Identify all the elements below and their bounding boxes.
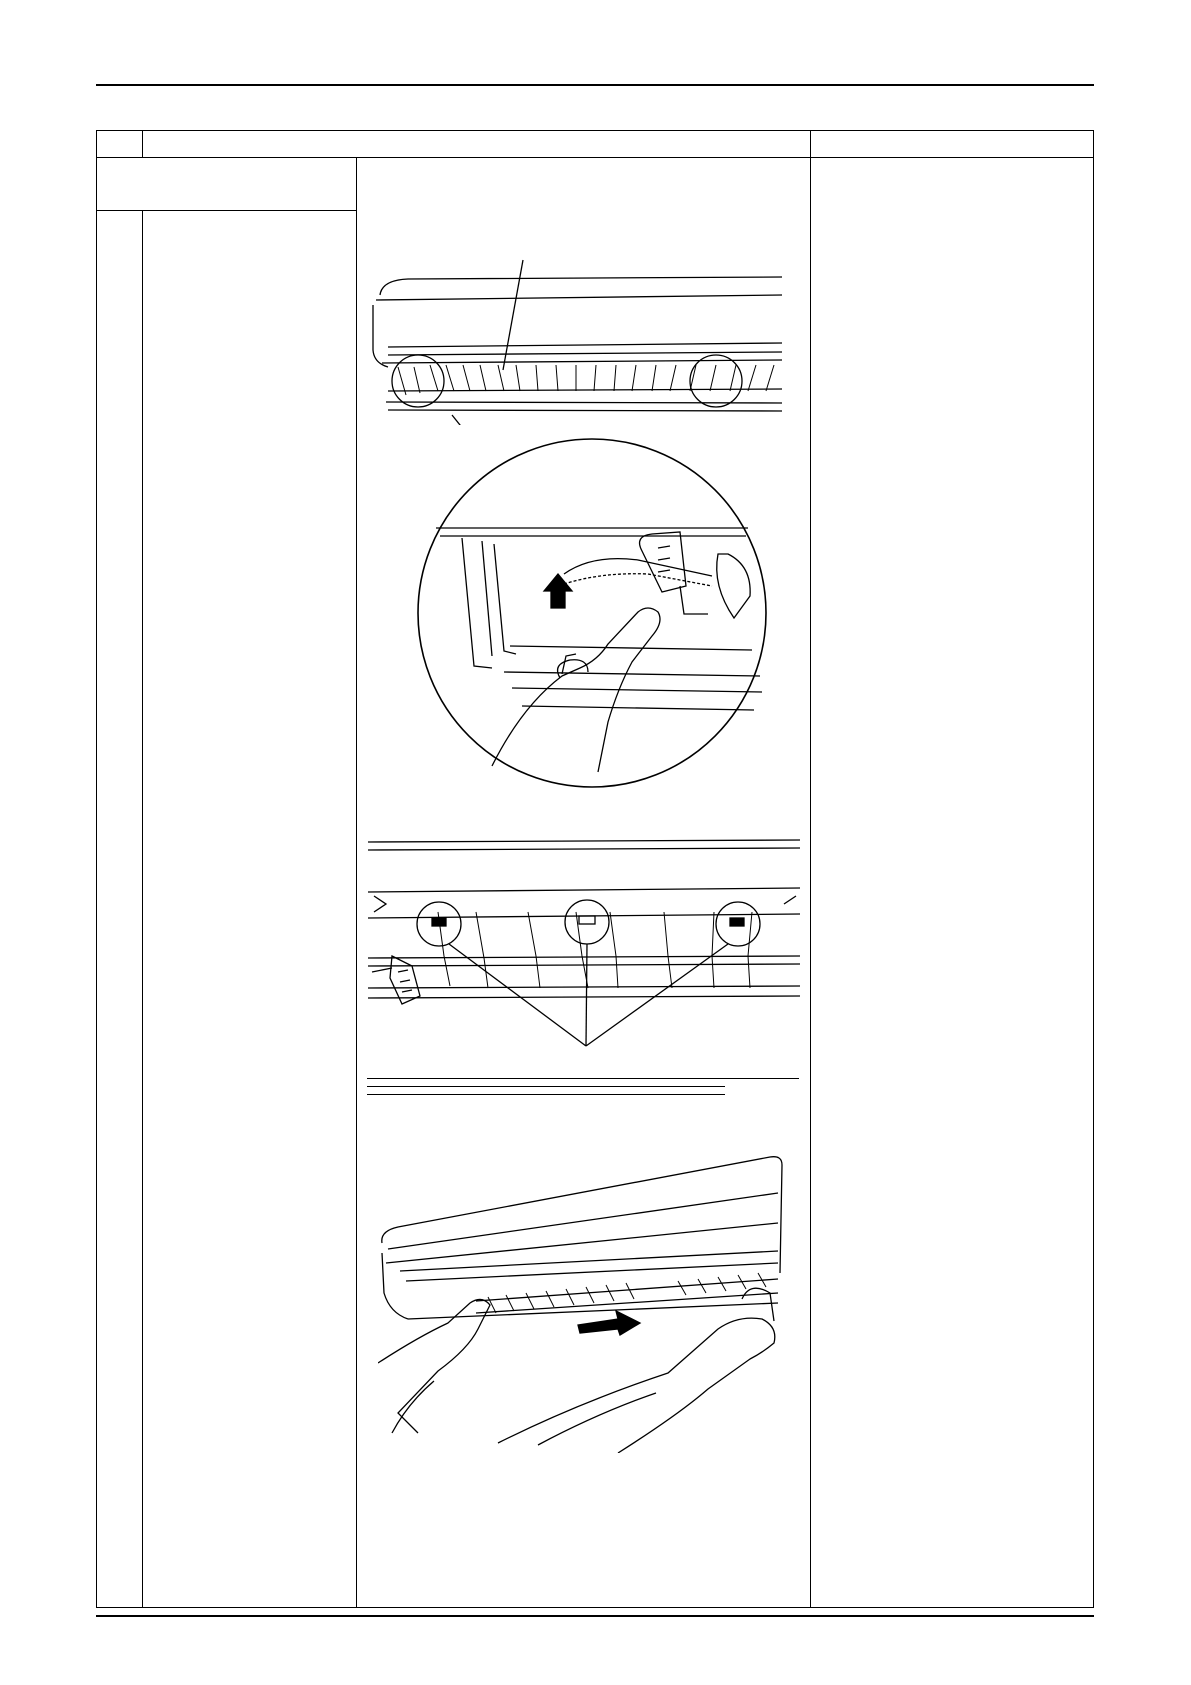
col-procedure-header xyxy=(143,130,811,158)
separator-line-1 xyxy=(367,1078,799,1079)
step-number-cell xyxy=(96,211,143,1608)
points-cell xyxy=(811,158,1094,1608)
louver-hooks-three-points-figure xyxy=(364,838,804,1056)
header-rule xyxy=(96,84,1094,86)
col-no-header xyxy=(96,130,143,158)
magnified-hook-release-figure xyxy=(412,436,772,791)
separator-line-2 xyxy=(367,1086,725,1087)
col-points-header xyxy=(811,130,1094,158)
section-title-cell xyxy=(96,158,357,211)
separator-line-3 xyxy=(367,1094,725,1095)
indoor-unit-louver-figure xyxy=(368,255,788,425)
footer-rule xyxy=(96,1615,1094,1617)
remove-louver-by-sliding-figure xyxy=(378,1153,808,1453)
step-text-cell xyxy=(143,211,357,1608)
